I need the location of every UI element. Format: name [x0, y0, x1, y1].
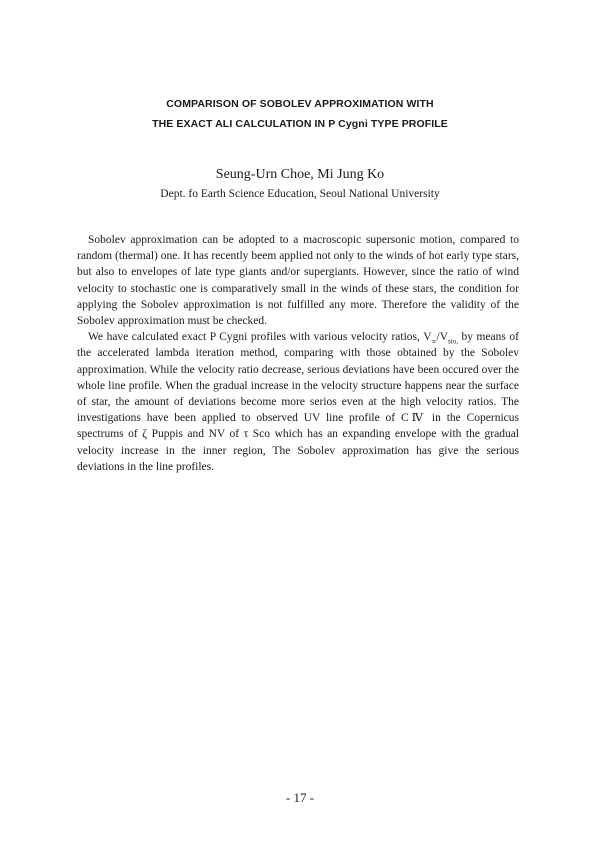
abstract-paragraph-2 — [77, 329, 519, 475]
affiliation: Dept. fo Earth Science Education, Seoul National University — [160, 188, 440, 200]
abstract — [77, 232, 519, 475]
ratio-slash: / — [436, 331, 440, 344]
paragraph-2-part-1: We have calculated exact P Cygni profiles with various velocity ratios, — [88, 331, 424, 344]
page-number: - 17 - — [285, 790, 315, 805]
paragraph-2-part-2: by means of the accelerated lambda iteration method, comparing with those obtained by the Sobolev approximation. While the velocity ratio decrease, serious deviations have been occured over the whole line profile. When the gradual increase in the velocity structure happens near the surface of star, the amount of deviations become more serios even at the high velocity ratios. The investigations have been applied to observed UV line profile of CⅣ in the Copernicus spectrums of ζ Puppis and NV of τ Sco which has an expanding envelope with the gradual velocity increase in the inner region, The Sobolev approximation has give the serious deviations in the line profiles. — [77, 331, 519, 473]
ratio-v2: V — [439, 331, 449, 344]
ratio-v1: V — [423, 331, 432, 344]
title-line-2: THE EXACT ALI CALCULATION IN P Cygni TYPE PROFILE — [152, 118, 448, 130]
paper-title — [0, 94, 600, 134]
ratio-sub-2: sto, — [448, 337, 458, 346]
abstract-paragraph-1: Sobolev approximation can be adopted to a macroscopic supersonic motion, compared to random (thermal) one. It has recently beem applied not only to the winds of hot early type stars, but also to envelopes of late type giants and/or supergiants. However, since the ratio of wind velocity to stochastic one is comparatively small in the winds of these stars, the condition for applying the Sobolev approximation is not fulfilled any more. Therefore the validity of the Sobolev approximation must be checked. — [77, 234, 519, 328]
authors: Seung-Urn Choe, Mi Jung Ko — [215, 167, 385, 182]
velocity-ratio — [423, 331, 458, 346]
title-line-1: COMPARISON OF SOBOLEV APPROXIMATION WITH — [166, 98, 434, 110]
ratio-sub-1: ∞ — [431, 337, 437, 346]
